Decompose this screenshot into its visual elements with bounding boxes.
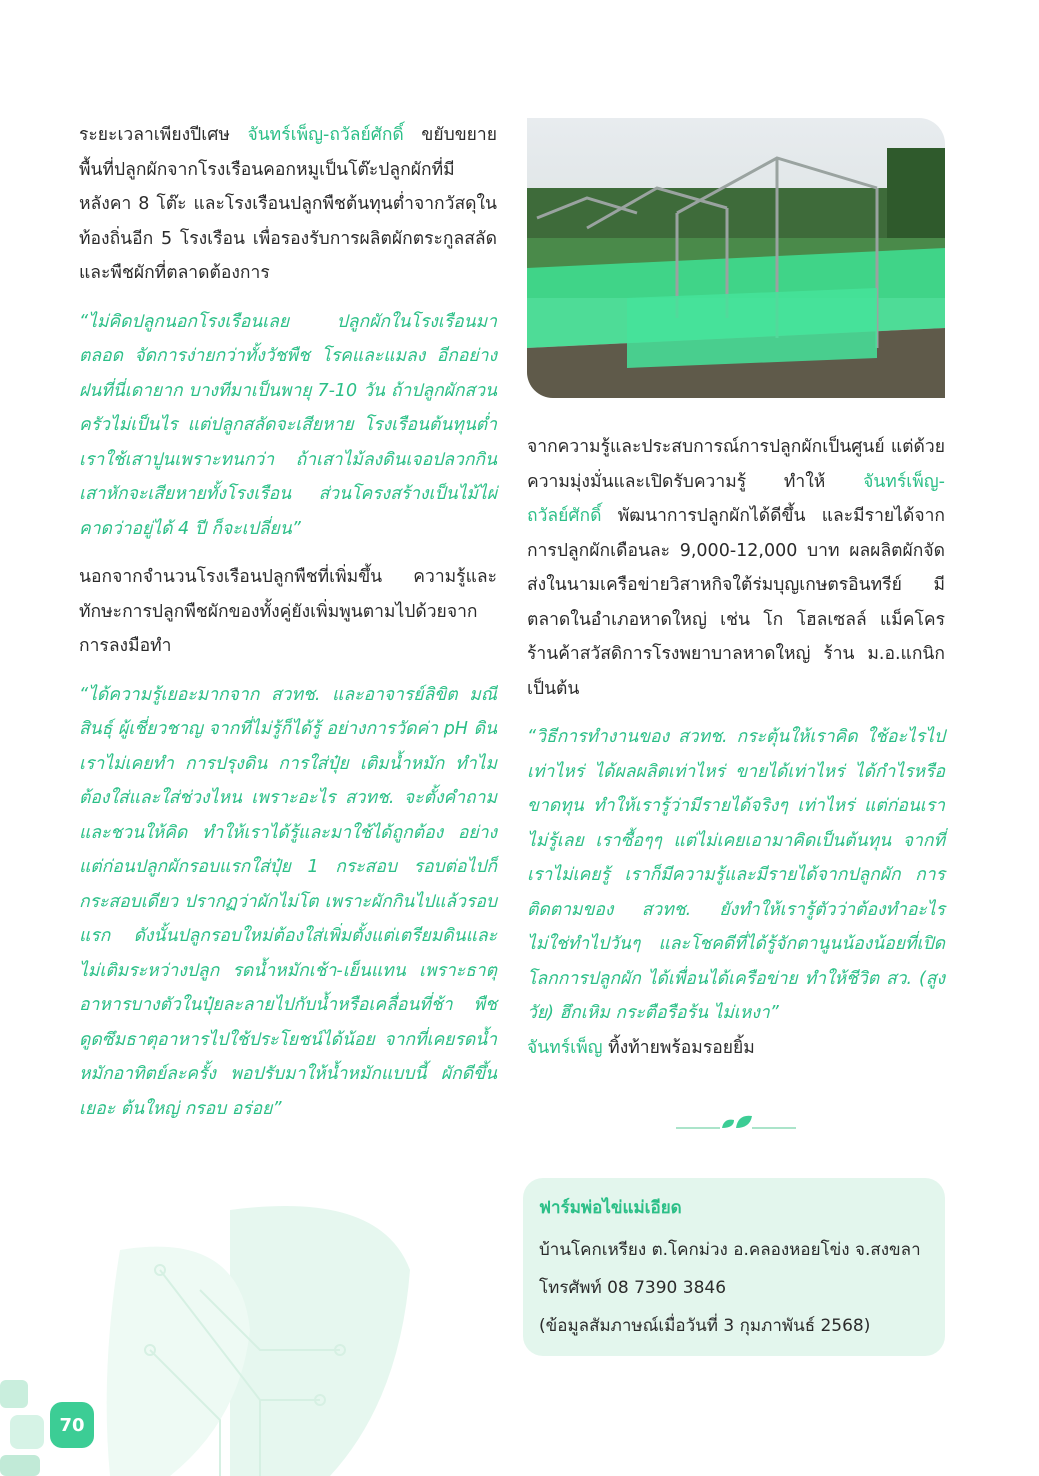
quote: “ได้ความรู้เยอะมากจาก สวทช. และอาจารย์ลิขิต มณีสินธุ์ ผู้เชี่ยวชาญ จากที่ไม่รู้ก็ได้รู้ อย่างการวัดค่า pH ดิน เราไม่เคยทำ การปรุงดิน การใส่ปุ๋ย เติมน้ำหมัก ทำไมต้องใส่และใส่ช่วงไหน เพราะอะไร สวทช. จะตั้งคำถามและชวนให้คิด ทำให้เราได้รู้และมาใช้ได้ถูกต้อง อย่างแต่ก่อนปลูกผักรอบแรกใส่ปุ๋ย 1 กระสอบ รอบต่อไปก็กระสอบเดียว ปรากฏว่าผักไม่โต เพราะผักกินไปแล้วรอบแรก ดังนั้นปลูกรอบใหม่ต้องใส่เพิ่มตั้งแต่เตรียมดินและไม่เติมระหว่างปลูก รดน้ำหมักเช้า-เย็นแทน เพราะธาตุอาหารบางตัวในปุ๋ยละลายไปกับน้ำหรือเคลื่อนที่ช้า พืชดูดซึมธาตุอาหารไปใช้ประโยชน์ได้น้อย จากที่เคยรดน้ำหมักอาทิตย์ละครั้ง พอปรับมาให้น้ำหมักแบบนี้ ผักดีขึ้นเยอะ ต้นใหญ่ กรอบ อร่อย”	[79, 684, 497, 1119]
phone: โทรศัพท์ 08 7390 3846	[539, 1278, 727, 1298]
paragraph: ระยะเวลาเพียงปีเศษ จันทร์เพ็ญ-ถวัลย์ศักดิ์ ขยับขยายพื้นที่ปลูกผักจากโรงเรือนคอกหมูเป็นโต๊ะปลูกผักที่มีหลังคา 8 โต๊ะ และโรงเรือนปลูกพืชต้นทุนต่ำจากวัสดุในท้องถิ่นอีก 5 โรงเรือน เพื่อรองรับการผลิตผักตระกูลสลัดและพืชผักที่ตลาดต้องการ	[79, 125, 497, 283]
quote: “ไม่คิดปลูกนอกโรงเรือนเลย ปลูกผักในโรงเรือนมาตลอด จัดการง่ายกว่าทั้งวัชพืช โรคและแมลง อีกอย่างฝนที่นี่เดายาก บางทีมาเป็นพายุ 7-10 วัน ถ้าปลูกผักสวนครัวไม่เป็นไร แต่ปลูกสลัดจะเสียหาย โรงเรือนต้นทุนต่ำ เราใช้เสาปูนเพราะทนกว่า ถ้าเสาไม้ลงดินเจอปลวกกิน เสาหักจะเสียหายทั้งโรงเรือน ส่วนโครงสร้างเป็นไม้ไผ่คาดว่าอยู่ได้ 4 ปี ก็จะเปลี่ยน”	[79, 311, 497, 539]
left-column	[79, 118, 497, 1140]
closing-line: จันทร์เพ็ญ ทิ้งท้ายพร้อมรอยยิ้ม	[527, 1037, 755, 1058]
page-number: 70	[50, 1402, 94, 1448]
contact-info-box	[523, 1178, 945, 1356]
highlight-name: จันทร์เพ็ญ-ถวัลย์ศักดิ์	[247, 125, 404, 145]
farm-name: ฟาร์มพ่อไข่แม่เอียด	[539, 1198, 682, 1218]
highlight-name: จันทร์เพ็ญ-ถวัลย์ศักดิ์	[527, 471, 945, 526]
interview-note: (ข้อมูลสัมภาษณ์เมื่อวันที่ 3 กุมภาพันธ์ 2568)	[539, 1316, 871, 1336]
greenhouse-photo	[527, 118, 945, 398]
highlight-name: จันทร์เพ็ญ	[527, 1037, 603, 1058]
paragraph: นอกจากจำนวนโรงเรือนปลูกพืชที่เพิ่มขึ้น ความรู้และทักษะการปลูกพืชผักของทั้งคู่ยังเพิ่มพูนตามไปด้วยจากการลงมือทำ	[79, 567, 497, 656]
leaf-divider-icon	[676, 1112, 796, 1136]
quote: “วิธีการทำงานของ สวทช. กระตุ้นให้เราคิด ใช้อะไรไปเท่าไหร่ ได้ผลผลิตเท่าไหร่ ขายได้เท่าไหร่ ได้กำไรหรือขาดทุน ทำให้เรารู้ว่ามีรายได้จริงๆ เท่าไหร่ แต่ก่อนเราไม่รู้เลย เราซื้อๆๆ แต่ไม่เคยเอามาคิดเป็นต้นทุน จากที่เราไม่เคยรู้ เราก็มีความรู้และมีรายได้จากปลูกผัก การติดตามของ สวทช. ยังทำให้เรารู้ตัวว่าต้องทำอะไร ไม่ใช่ทำไปวันๆ และโชคดีที่ได้รู้จักตานูนน้องน้อยที่เปิดโลกการปลูกผัก ได้เพื่อนได้เครือข่าย ทำให้ชีวิต สว. (สูงวัย) ฮึกเหิม กระตือรือร้น ไม่เหงา”	[527, 727, 945, 1023]
address: บ้านโคกเหรียง ต.โคกม่วง อ.คลองหอยโข่ง จ.สงขลา	[539, 1240, 921, 1260]
paragraph: จากความรู้และประสบการณ์การปลูกผักเป็นศูนย์ แต่ด้วยความมุ่งมั่นและเปิดรับความรู้ ทำให้ จันทร์เพ็ญ-ถวัลย์ศักดิ์ พัฒนาการปลูกผักได้ดีขึ้น และมีรายได้จากการปลูกผักเดือนละ 9,000-12,000 บาท ผลผลิตผักจัดส่งในนามเครือข่ายวิสาหกิจใต้ร่มบุญเกษตรอินทรีย์ มีตลาดในอำเภอหาดใหญ่ เช่น โก โฮลเซลล์ แม็คโคร ร้านค้าสวัสดิการโรงพยาบาลหาดใหญ่ ร้าน ม.อ.แกนิก เป็นต้น	[527, 437, 945, 699]
right-column	[527, 430, 945, 1079]
